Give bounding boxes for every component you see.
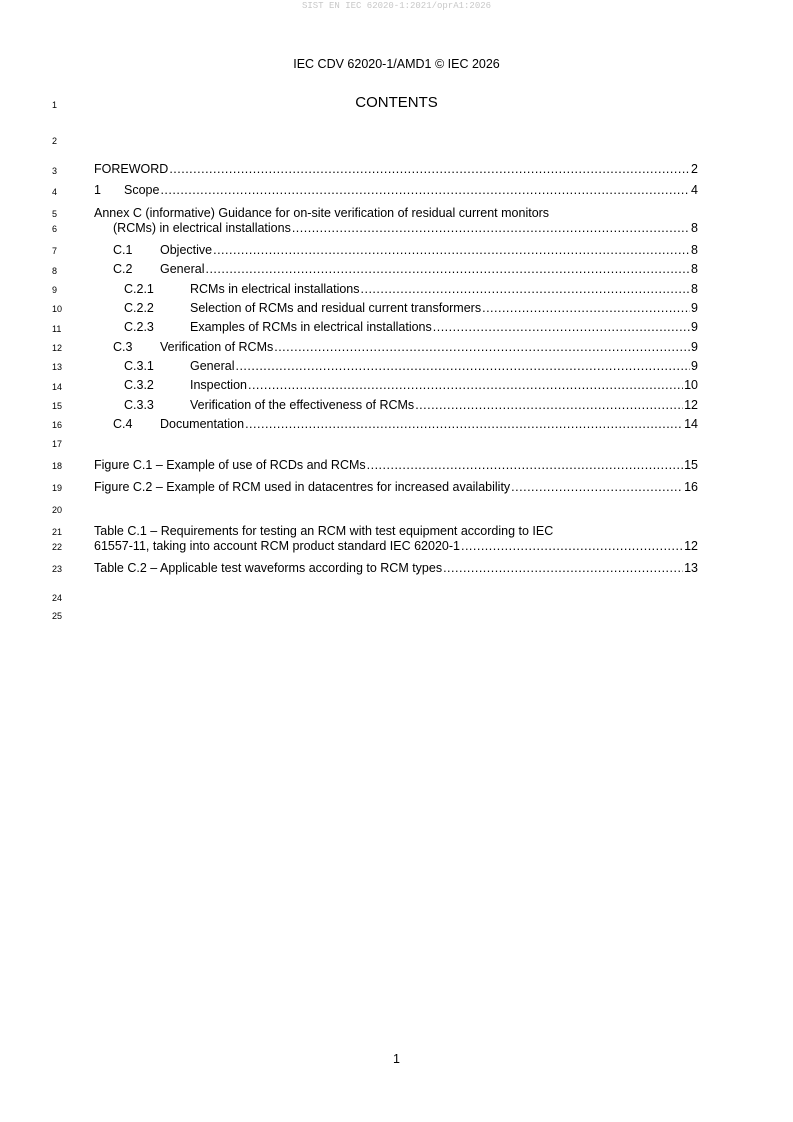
toc-entry-c32[interactable] (124, 378, 698, 393)
toc-entry-c2[interactable] (113, 262, 698, 277)
line-number: 18 (52, 461, 63, 471)
toc-leader (433, 320, 690, 335)
toc-page: 8 (691, 262, 698, 276)
toc-page: 8 (691, 221, 698, 235)
toc-label: Documentation (160, 417, 245, 431)
line-number: 20 (52, 505, 63, 515)
toc-number: 1 (94, 183, 101, 197)
toc-page: 12 (684, 398, 698, 412)
toc-number: C.2.2 (124, 301, 154, 315)
line-number: 23 (52, 564, 63, 574)
toc-entry-c22[interactable] (124, 301, 698, 316)
toc-leader (248, 378, 683, 393)
line-number: 12 (52, 343, 63, 353)
toc-label: Objective (160, 243, 213, 257)
toc-leader (292, 221, 690, 236)
toc-entry-c4[interactable] (113, 417, 698, 432)
toc-label: FOREWORD (94, 162, 169, 176)
toc-entry-c21[interactable] (124, 282, 698, 297)
toc-label: Figure C.2 – Example of RCM used in datacentres for increased availability (94, 480, 511, 494)
line-number: 5 (52, 209, 58, 219)
toc-label: RCMs in electrical installations (190, 282, 360, 296)
toc-label: Inspection (190, 378, 247, 392)
toc-entry-c33[interactable] (124, 398, 698, 413)
toc-page: 9 (691, 359, 698, 373)
toc-label: General (160, 262, 205, 276)
toc-page: 2 (691, 162, 698, 176)
toc-entry-foreword[interactable] (94, 162, 698, 177)
toc-page: 8 (691, 243, 698, 257)
toc-leader (482, 301, 690, 316)
line-number: 11 (52, 324, 62, 334)
toc-label: Verification of RCMs (160, 340, 274, 354)
line-number: 1 (52, 100, 58, 110)
toc-label: Table C.2 – Applicable test waveforms according to RCM types (94, 561, 443, 575)
toc-page: 9 (691, 301, 698, 315)
toc-leader (160, 183, 690, 198)
toc-label: Figure C.1 – Example of use of RCDs and RCMs (94, 458, 366, 472)
toc-entry-scope[interactable] (94, 183, 698, 198)
toc-label: Examples of RCMs in electrical installations (190, 320, 432, 334)
toc-leader (235, 359, 690, 374)
line-number: 9 (52, 285, 58, 295)
toc-leader (245, 417, 683, 432)
toc-number: C.2 (113, 262, 133, 276)
toc-number: C.2.1 (124, 282, 154, 296)
line-number: 4 (52, 187, 58, 197)
toc-number: C.3.2 (124, 378, 154, 392)
toc-number: C.4 (113, 417, 133, 431)
toc-entry-table-c1-line1[interactable]: Table C.1 – Requirements for testing an RCM with test equipment according to IEC (94, 524, 554, 538)
toc-number: C.2.3 (124, 320, 154, 334)
toc-page: 9 (691, 320, 698, 334)
toc-label: Scope (124, 183, 160, 197)
toc-leader (415, 398, 683, 413)
toc-page: 12 (684, 539, 698, 553)
page-title: CONTENTS (355, 94, 438, 111)
toc-entry-table-c1-line2[interactable] (94, 539, 698, 554)
toc-label: (RCMs) in electrical installations (113, 221, 291, 235)
line-number: 10 (52, 304, 63, 314)
watermark: SIST EN IEC 62020-1:2021/oprA1:2026 (301, 1, 492, 11)
toc-entry-c23[interactable] (124, 320, 698, 335)
toc-number: C.3.1 (124, 359, 154, 373)
toc-leader (367, 458, 683, 473)
toc-label: Verification of the effectiveness of RCMs (190, 398, 415, 412)
toc-entry-c1[interactable] (113, 243, 698, 258)
toc-leader (169, 162, 690, 177)
toc-leader (205, 262, 690, 277)
toc-entry-c31[interactable] (124, 359, 698, 374)
toc-page: 10 (684, 378, 698, 392)
line-number: 17 (52, 439, 63, 449)
toc-label: General (190, 359, 235, 373)
line-number: 3 (52, 166, 58, 176)
toc-page: 13 (684, 561, 698, 575)
line-number: 16 (52, 420, 63, 430)
line-number: 15 (52, 401, 63, 411)
document-header: IEC CDV 62020-1/AMD1 © IEC 2026 (293, 57, 500, 71)
toc-entry-c3[interactable] (113, 340, 698, 355)
line-number: 22 (52, 542, 63, 552)
toc-page: 9 (691, 340, 698, 354)
toc-leader (443, 561, 683, 576)
toc-entry-figure-c1[interactable] (94, 458, 698, 473)
toc-label: Selection of RCMs and residual current transformers (190, 301, 482, 315)
line-number: 6 (52, 224, 58, 234)
toc-page: 15 (684, 458, 698, 472)
line-number: 14 (52, 382, 63, 392)
toc-number: C.1 (113, 243, 133, 257)
line-number: 24 (52, 593, 63, 603)
toc-leader (511, 480, 683, 495)
toc-page: 8 (691, 282, 698, 296)
toc-leader (274, 340, 690, 355)
page-number: 1 (393, 1052, 400, 1066)
toc-entry-annex-c-line2[interactable] (113, 221, 698, 236)
toc-label: 61557-11, taking into account RCM product standard IEC 62020-1 (94, 539, 460, 553)
toc-leader (213, 243, 690, 258)
toc-number: C.3 (113, 340, 133, 354)
line-number: 19 (52, 483, 63, 493)
toc-entry-annex-c-line1[interactable]: Annex C (informative) Guidance for on-site verification of residual current monitors (94, 206, 550, 220)
toc-page: 4 (691, 183, 698, 197)
toc-leader (361, 282, 691, 297)
toc-page: 16 (684, 480, 698, 494)
toc-number: C.3.3 (124, 398, 154, 412)
line-number: 7 (52, 246, 58, 256)
line-number: 21 (52, 527, 63, 537)
line-number: 13 (52, 362, 63, 372)
line-number: 25 (52, 611, 63, 621)
line-number: 8 (52, 266, 58, 276)
line-number: 2 (52, 136, 58, 146)
toc-entry-table-c2[interactable] (94, 561, 698, 576)
toc-entry-figure-c2[interactable] (94, 480, 698, 495)
toc-page: 14 (684, 417, 698, 431)
toc-leader (461, 539, 683, 554)
